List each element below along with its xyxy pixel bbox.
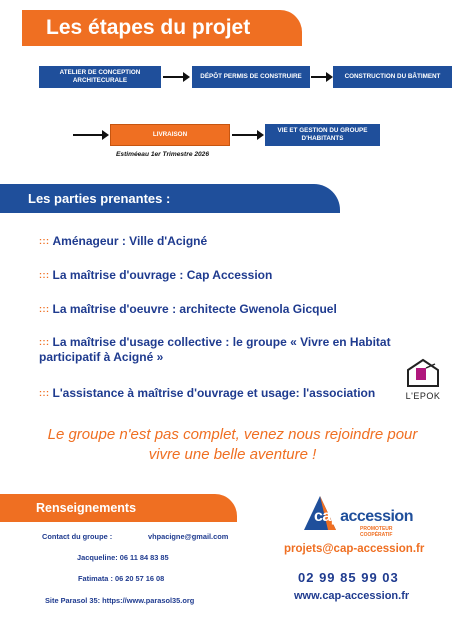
logo-cap-text: cap [314,508,341,525]
step-permis [192,66,310,88]
party-maitrise-oeuvre [39,302,337,317]
step-vie-gestion [265,124,380,146]
party-amenageur [39,234,207,249]
party-assistance-text: L'assistance à maîtrise d'ouvrage et usage: l'association [52,386,376,400]
arrow-icon [311,76,327,78]
step-livraison-label: LIVRAISON [152,131,188,139]
title-banner [22,10,302,46]
bullet-icon: ::: [39,337,50,347]
contact-email[interactable]: vhpacigne@gmail.com [148,532,229,541]
bullet-icon: ::: [39,388,50,398]
parties-heading: Les parties prenantes : [28,191,171,206]
contact-fatimata: Fatimata : 06 20 57 16 08 [78,574,165,583]
party-assistance [39,386,375,401]
brand-website[interactable]: www.cap-accession.fr [294,590,410,602]
party-maitrise-usage [39,335,409,365]
logo-tagline: PROMOTEUR COOPÉRATIF [360,526,393,538]
party-maitrise-ouvrage-text: La maîtrise d'ouvrage : Cap Accession [52,268,273,282]
epok-logo [402,358,444,402]
arrow-icon [73,134,103,136]
step-construction [333,66,452,88]
step-permis-label: DÉPÔT PERMIS DE CONSTRUIRE [200,73,302,81]
arrow-icon [232,134,258,136]
parasol-site-link[interactable]: Site Parasol 35: https://www.parasol35.org [45,596,195,605]
step-construction-label: CONSTRUCTION DU BÂTIMENT [344,73,441,81]
brand-phone: 02 99 85 99 03 [298,570,399,585]
info-heading: Renseignements [36,501,137,515]
bullet-icon: ::: [39,236,50,246]
join-callout: Le groupe n'est pas complet, venez nous rejoindre pour vivre une belle aventure ! [47,426,418,463]
arrow-icon [163,76,184,78]
step-atelier-label: ATELIER DE CONCEPTION ARCHITECURALE [59,69,141,84]
party-amenageur-text: Aménageur : Ville d'Acigné [52,234,208,248]
epok-house-icon [402,358,444,388]
contact-label: Contact du groupe : [42,532,113,541]
party-maitrise-ouvrage [39,268,272,283]
contact-jacqueline: Jacqueline: 06 11 84 83 85 [77,553,169,562]
epok-logo-text: L'EPOK [405,391,441,401]
bullet-icon: ::: [39,270,50,280]
party-maitrise-oeuvre-text: La maîtrise d'oeuvre : architecte Gwenola Gicquel [52,302,337,316]
bullet-icon: ::: [39,304,50,314]
cap-accession-logo [300,494,425,538]
step-vie-gestion-label: VIE ET GESTION DU GROUPE D'HABITANTS [277,127,368,142]
logo-accession-text: accession [340,508,413,525]
info-banner [0,494,237,522]
parties-banner [0,184,340,213]
brand-email[interactable]: projets@cap-accession.fr [284,543,425,555]
page-title: Les étapes du projet [46,16,251,39]
step-atelier [39,66,161,88]
party-maitrise-usage-text: La maîtrise d'usage collective : le groupe « Vivre en Habitat participatif à Acigné » [39,335,391,364]
step-livraison [110,124,230,146]
delivery-estimate: Estiméeau 1er Trimestre 2026 [116,151,209,158]
